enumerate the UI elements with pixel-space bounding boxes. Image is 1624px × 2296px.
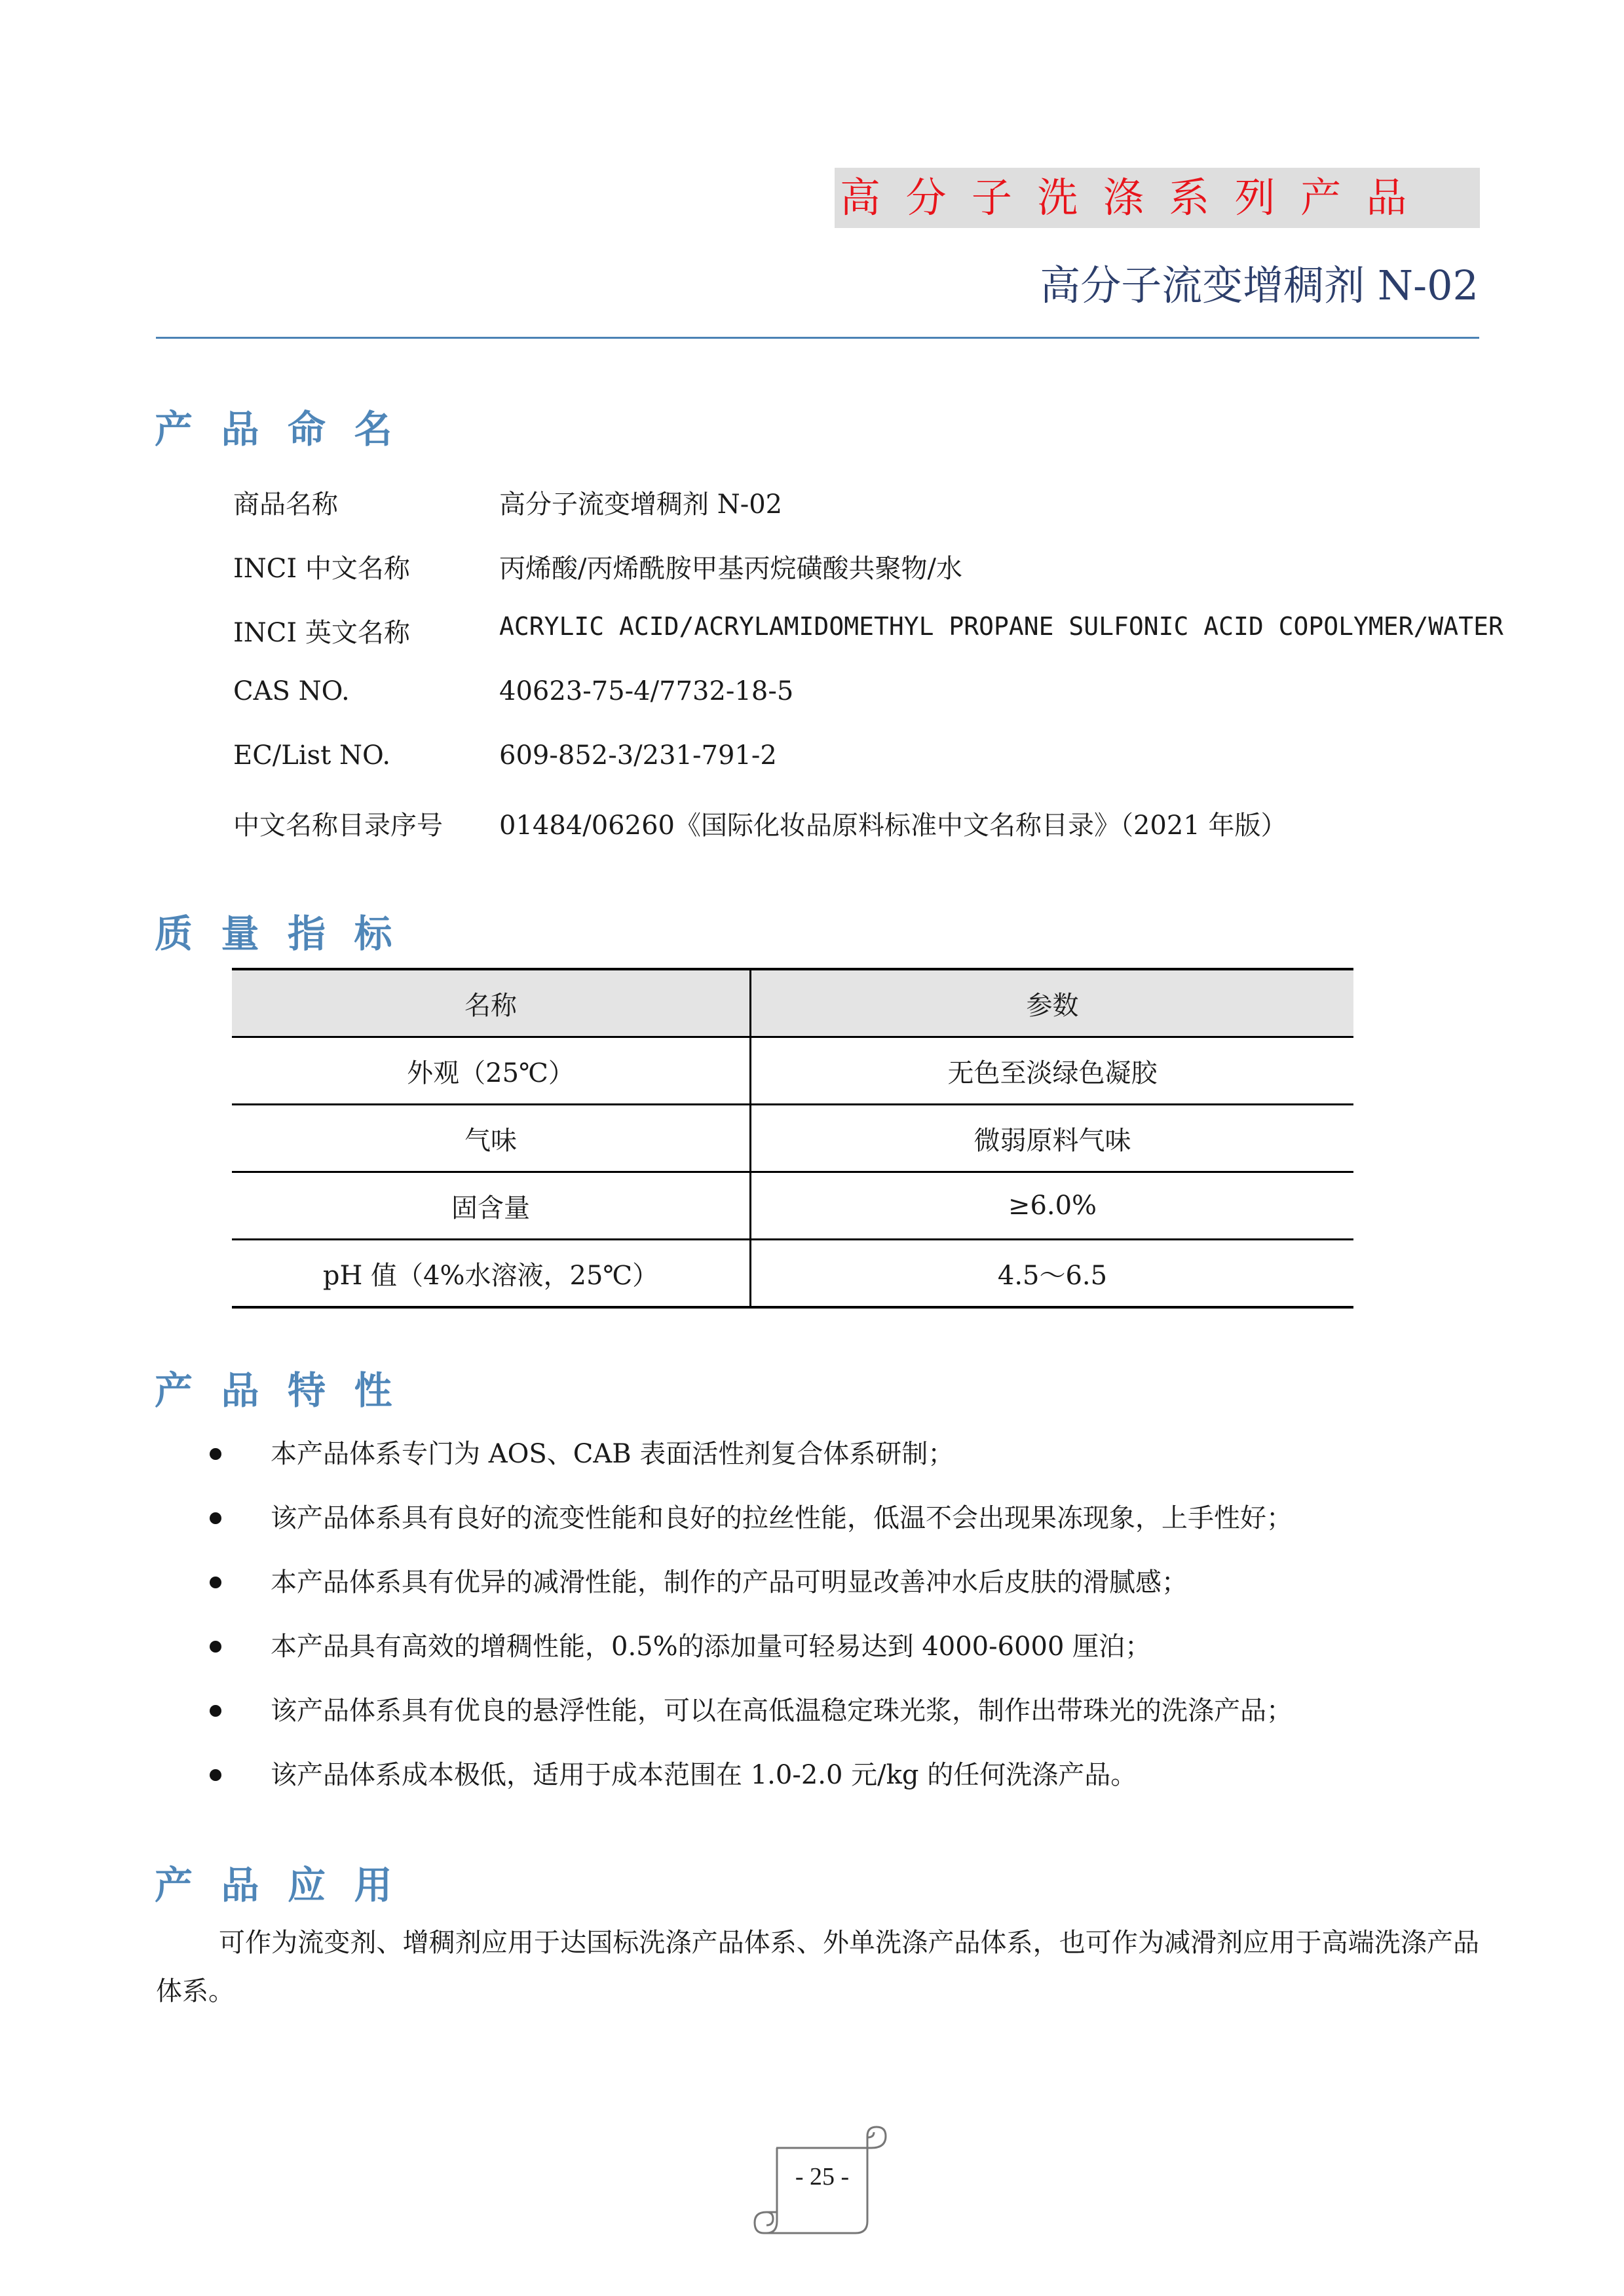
table-cell-value: 微弱原料气味 <box>751 1105 1354 1172</box>
page-number: - 25 - <box>795 2163 850 2191</box>
table-row <box>232 1105 1353 1172</box>
naming-value-trade-name: 高分子流变增稠剂 N-02 <box>499 489 783 520</box>
section-heading-naming: 产品命名 <box>155 407 421 451</box>
table-header-name: 名称 <box>232 969 751 1037</box>
bullet-icon <box>210 1641 221 1653</box>
table-row <box>232 1037 1353 1105</box>
series-title: 高分子洗涤系列产品 <box>840 174 1432 221</box>
bullet-icon <box>210 1512 221 1524</box>
features-list <box>210 1422 1293 1807</box>
list-item <box>210 1679 1293 1743</box>
application-paragraph: 可作为流变剂、增稠剂应用于达国标洗涤产品体系、外单洗涤产品体系，也可作为减滑剂应用于高端洗涤产品体系。 <box>156 1928 1479 2006</box>
table-header-row <box>232 969 1353 1037</box>
table-cell-name: 气味 <box>232 1105 751 1172</box>
naming-label-catalog: 中文名称目录序号 <box>233 811 443 841</box>
table-cell-name: 固含量 <box>232 1172 751 1240</box>
naming-value-catalog: 01484/06260《国际化妆品原料标准中文名称目录》（2021 年版） <box>499 811 1287 841</box>
bullet-icon <box>210 1577 221 1588</box>
naming-value-cas: 40623-75-4/7732-18-5 <box>499 676 794 706</box>
table-row <box>232 1172 1353 1240</box>
table-row <box>232 1240 1353 1308</box>
naming-label-trade-name: 商品名称 <box>233 489 338 520</box>
feature-text: 本产品具有高效的增稠性能，0.5%的添加量可轻易达到 4000-6000 厘泊； <box>271 1632 1152 1662</box>
table-header-parameter: 参数 <box>751 969 1354 1037</box>
list-item <box>210 1550 1293 1615</box>
feature-text: 本产品体系具有优异的减滑性能，制作的产品可明显改善冲水后皮肤的滑腻感； <box>271 1567 1188 1598</box>
naming-label-ec: EC/List NO. <box>233 740 391 771</box>
section-heading-features: 产品特性 <box>155 1368 421 1413</box>
naming-value-ec: 609-852-3/231-791-2 <box>499 740 777 771</box>
naming-value-inci-cn: 丙烯酸/丙烯酰胺甲基丙烷磺酸共聚物/水 <box>499 554 962 584</box>
bullet-icon <box>210 1769 221 1781</box>
section-heading-application: 产品应用 <box>155 1863 421 1907</box>
section-heading-quality: 质量指标 <box>155 911 421 956</box>
list-item <box>210 1486 1293 1550</box>
list-item <box>210 1743 1293 1807</box>
naming-label-inci-cn: INCI 中文名称 <box>233 554 410 584</box>
product-title: 高分子流变增稠剂 N-02 <box>1040 261 1479 309</box>
feature-text: 该产品体系成本极低，适用于成本范围在 1.0-2.0 元/kg 的任何洗涤产品。 <box>271 1760 1137 1790</box>
table-cell-name: 外观（25℃） <box>232 1037 751 1105</box>
table-cell-name: pH 值（4%水溶液，25℃） <box>232 1240 751 1308</box>
table-cell-value: 4.5～6.5 <box>751 1240 1354 1308</box>
naming-value-inci-en: ACRYLIC ACID/ACRYLAMIDOMETHYL PROPANE SULFONIC ACID COPOLYMER/WATER <box>499 612 1503 641</box>
bullet-icon <box>210 1705 221 1717</box>
feature-text: 该产品体系具有优良的悬浮性能，可以在高低温稳定珠光浆，制作出带珠光的洗涤产品； <box>271 1696 1293 1726</box>
quality-table <box>232 968 1353 1309</box>
naming-label-cas: CAS NO. <box>233 676 350 706</box>
feature-text: 该产品体系具有良好的流变性能和良好的拉丝性能，低温不会出现果冻现象，上手性好； <box>271 1503 1293 1533</box>
naming-label-inci-en: INCI 英文名称 <box>233 618 410 648</box>
list-item <box>210 1422 1293 1486</box>
table-cell-value: 无色至淡绿色凝胶 <box>751 1037 1354 1105</box>
feature-text: 本产品体系专门为 AOS、CAB 表面活性剂复合体系研制； <box>271 1439 954 1469</box>
bullet-icon <box>210 1448 221 1460</box>
table-cell-value: ≥6.0% <box>751 1172 1354 1240</box>
header-divider <box>156 337 1479 339</box>
list-item <box>210 1615 1293 1679</box>
